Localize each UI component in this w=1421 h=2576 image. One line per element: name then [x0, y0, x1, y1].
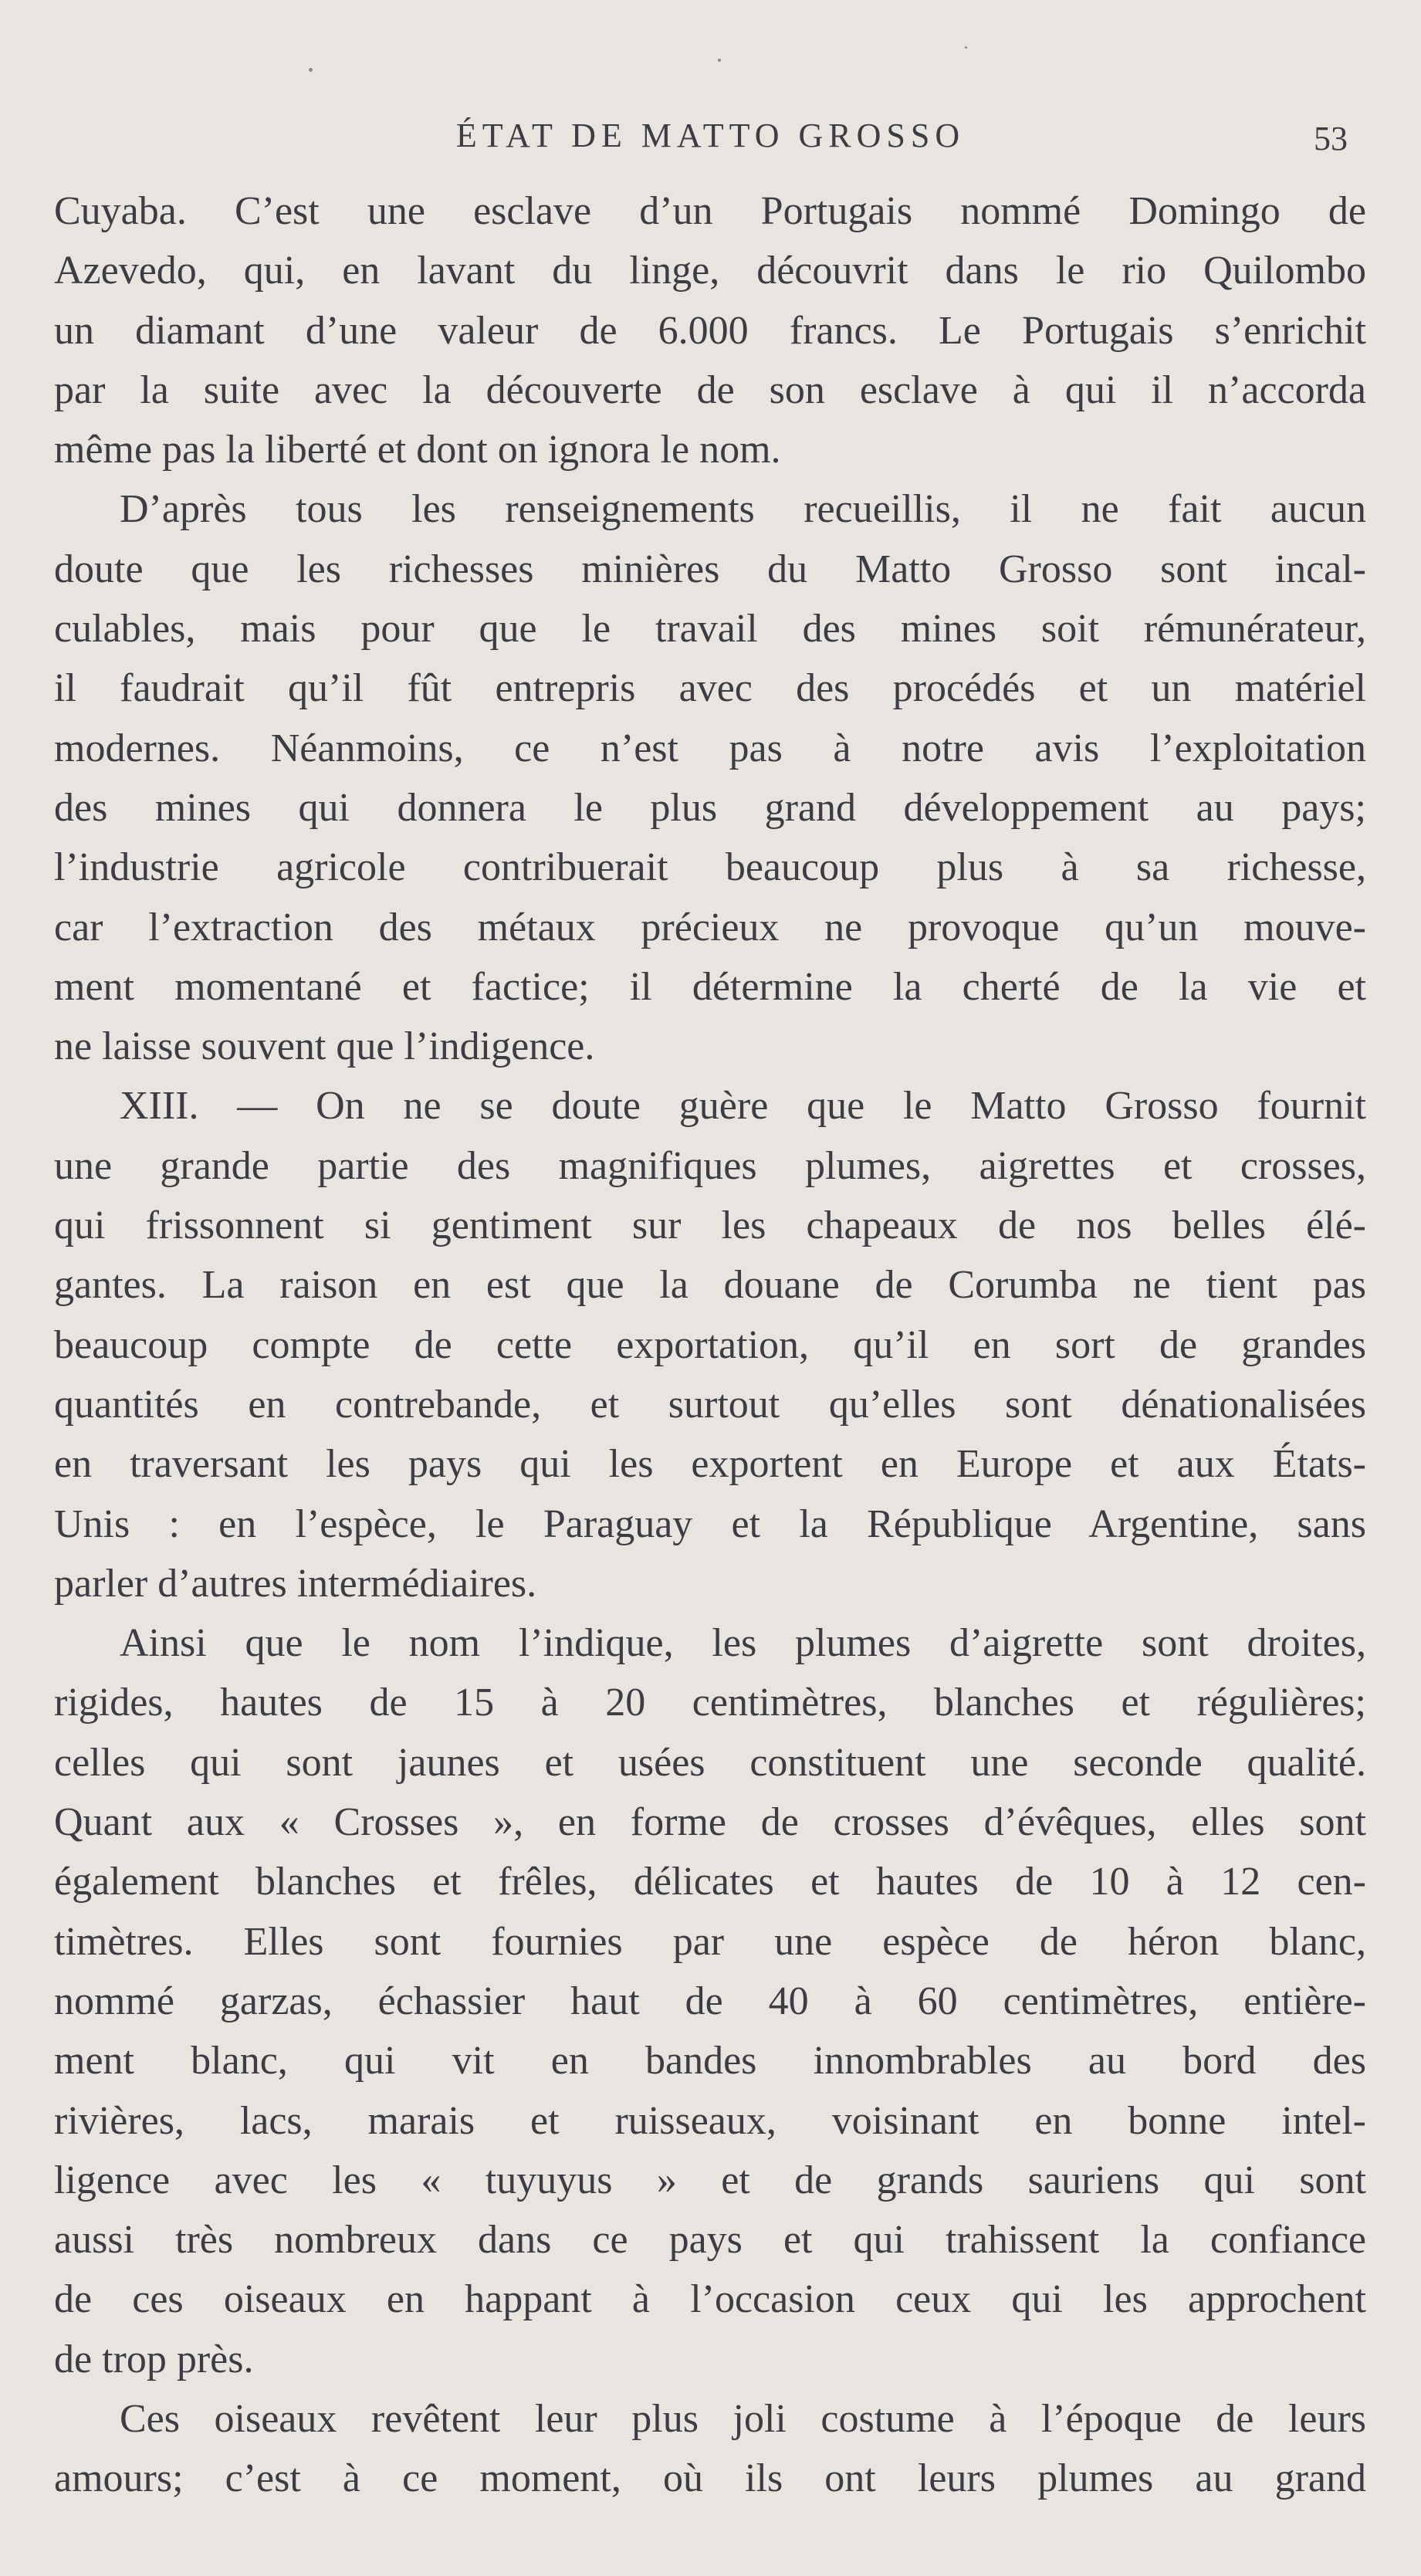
text-line: D’après tous les renseignements recueillis, il ne fait aucun — [120, 487, 1366, 532]
text-line: aussi très nombreux dans ce pays et qui trahissent la confiance — [54, 2218, 1366, 2263]
text-line: l’industrie agricole contribuerait beaucoup plus à sa richesse, — [54, 845, 1366, 890]
text-line: en traversant les pays qui les exportent en Europe et aux États- — [54, 1442, 1366, 1487]
text-line: Azevedo, qui, en lavant du linge, découvrit dans le rio Quilombo — [54, 249, 1366, 293]
text-line: qui frissonnent si gentiment sur les chapeaux de nos belles élé- — [54, 1203, 1366, 1248]
text-line: même pas la liberté et dont on ignora le nom. — [54, 428, 781, 472]
text-line: une grande partie des magnifiques plumes, aigrettes et crosses, — [54, 1143, 1366, 1188]
paragraph — [54, 1076, 1366, 1613]
text-line: ligence avec les « tuyuyus » et de grands sauriens qui sont — [54, 2158, 1366, 2202]
text-line: un diamant d’une valeur de 6.000 francs. Le Portugais s’enrichit — [54, 308, 1366, 353]
paragraph — [54, 479, 1366, 1076]
paper-speck — [309, 68, 313, 72]
text-line: ment blanc, qui vit en bandes innombrables au bord des — [54, 2039, 1366, 2083]
running-title: ÉTAT DE MATTO GROSSO — [455, 117, 966, 154]
text-line: des mines qui donnera le plus grand développement au pays; — [54, 785, 1366, 830]
text-line: parler d’autres intermédiaires. — [54, 1561, 537, 1606]
text-line: beaucoup compte de cette exportation, qu’il en sort de grandes — [54, 1322, 1366, 1367]
body-text — [54, 181, 1366, 2509]
text-line: par la suite avec la découverte de son esclave à qui il n’accorda — [54, 367, 1366, 412]
text-line: quantités en contrebande, et surtout qu’elles sont dénationalisées — [54, 1382, 1366, 1427]
text-line: car l’extraction des métaux précieux ne provoque qu’un mouve- — [54, 905, 1366, 949]
text-line: timètres. Elles sont fournies par une espèce de héron blanc, — [54, 1919, 1366, 1964]
text-line: il faudrait qu’il fût entrepris avec des procédés et un matériel — [54, 666, 1366, 711]
text-line: doute que les richesses minières du Matto Grosso sont incal- — [54, 547, 1366, 591]
text-line: amours; c’est à ce moment, où ils ont leurs plumes au grand — [54, 2456, 1366, 2501]
paragraph — [54, 2389, 1366, 2509]
text-line: gantes. La raison en est que la douane de Corumba ne tient pas — [54, 1263, 1366, 1308]
paper-speck — [965, 46, 967, 49]
text-line: de ces oiseaux en happant à l’occasion ceux qui les approchent — [54, 2277, 1366, 2322]
text-line: Ces oiseaux revêtent leur plus joli costume à l’époque de leurs — [120, 2396, 1366, 2441]
text-line: Cuyaba. C’est une esclave d’un Portugais nommé Domingo de — [54, 189, 1366, 233]
text-line: ne laisse souvent que l’indigence. — [54, 1024, 595, 1069]
text-line: modernes. Néanmoins, ce n’est pas à notre avis l’exploitation — [54, 726, 1366, 770]
text-line: celles qui sont jaunes et usées constituent une seconde qualité. — [54, 1740, 1366, 1785]
paper-speck — [718, 59, 721, 62]
page-number: 53 — [1314, 120, 1348, 157]
page-header — [0, 110, 1421, 164]
text-line: de trop près. — [54, 2337, 254, 2381]
paragraph — [54, 1613, 1366, 2389]
text-line: rigides, hautes de 15 à 20 centimètres, blanches et régulières; — [54, 1681, 1366, 1725]
paragraph — [54, 181, 1366, 479]
text-line: nommé garzas, échassier haut de 40 à 60 centimètres, entière- — [54, 1979, 1366, 2023]
text-line: rivières, lacs, marais et ruisseaux, voisinant en bonne intel- — [54, 2098, 1366, 2143]
text-line: ment momentané et factice; il détermine la cherté de la vie et — [54, 964, 1366, 1009]
text-line: culables, mais pour que le travail des mines soit rémunérateur, — [54, 607, 1366, 652]
text-line: Ainsi que le nom l’indique, les plumes d’aigrette sont droites, — [120, 1621, 1366, 1666]
text-line: également blanches et frêles, délicates et hautes de 10 à 12 cen- — [54, 1860, 1366, 1904]
text-line: Quant aux « Crosses », en forme de crosses d’évêques, elles sont — [54, 1800, 1366, 1845]
text-line: XIII. — On ne se doute guère que le Matto Grosso fournit — [120, 1084, 1366, 1129]
text-line: Unis : en l’espèce, le Paraguay et la République Argentine, sans — [54, 1501, 1366, 1546]
